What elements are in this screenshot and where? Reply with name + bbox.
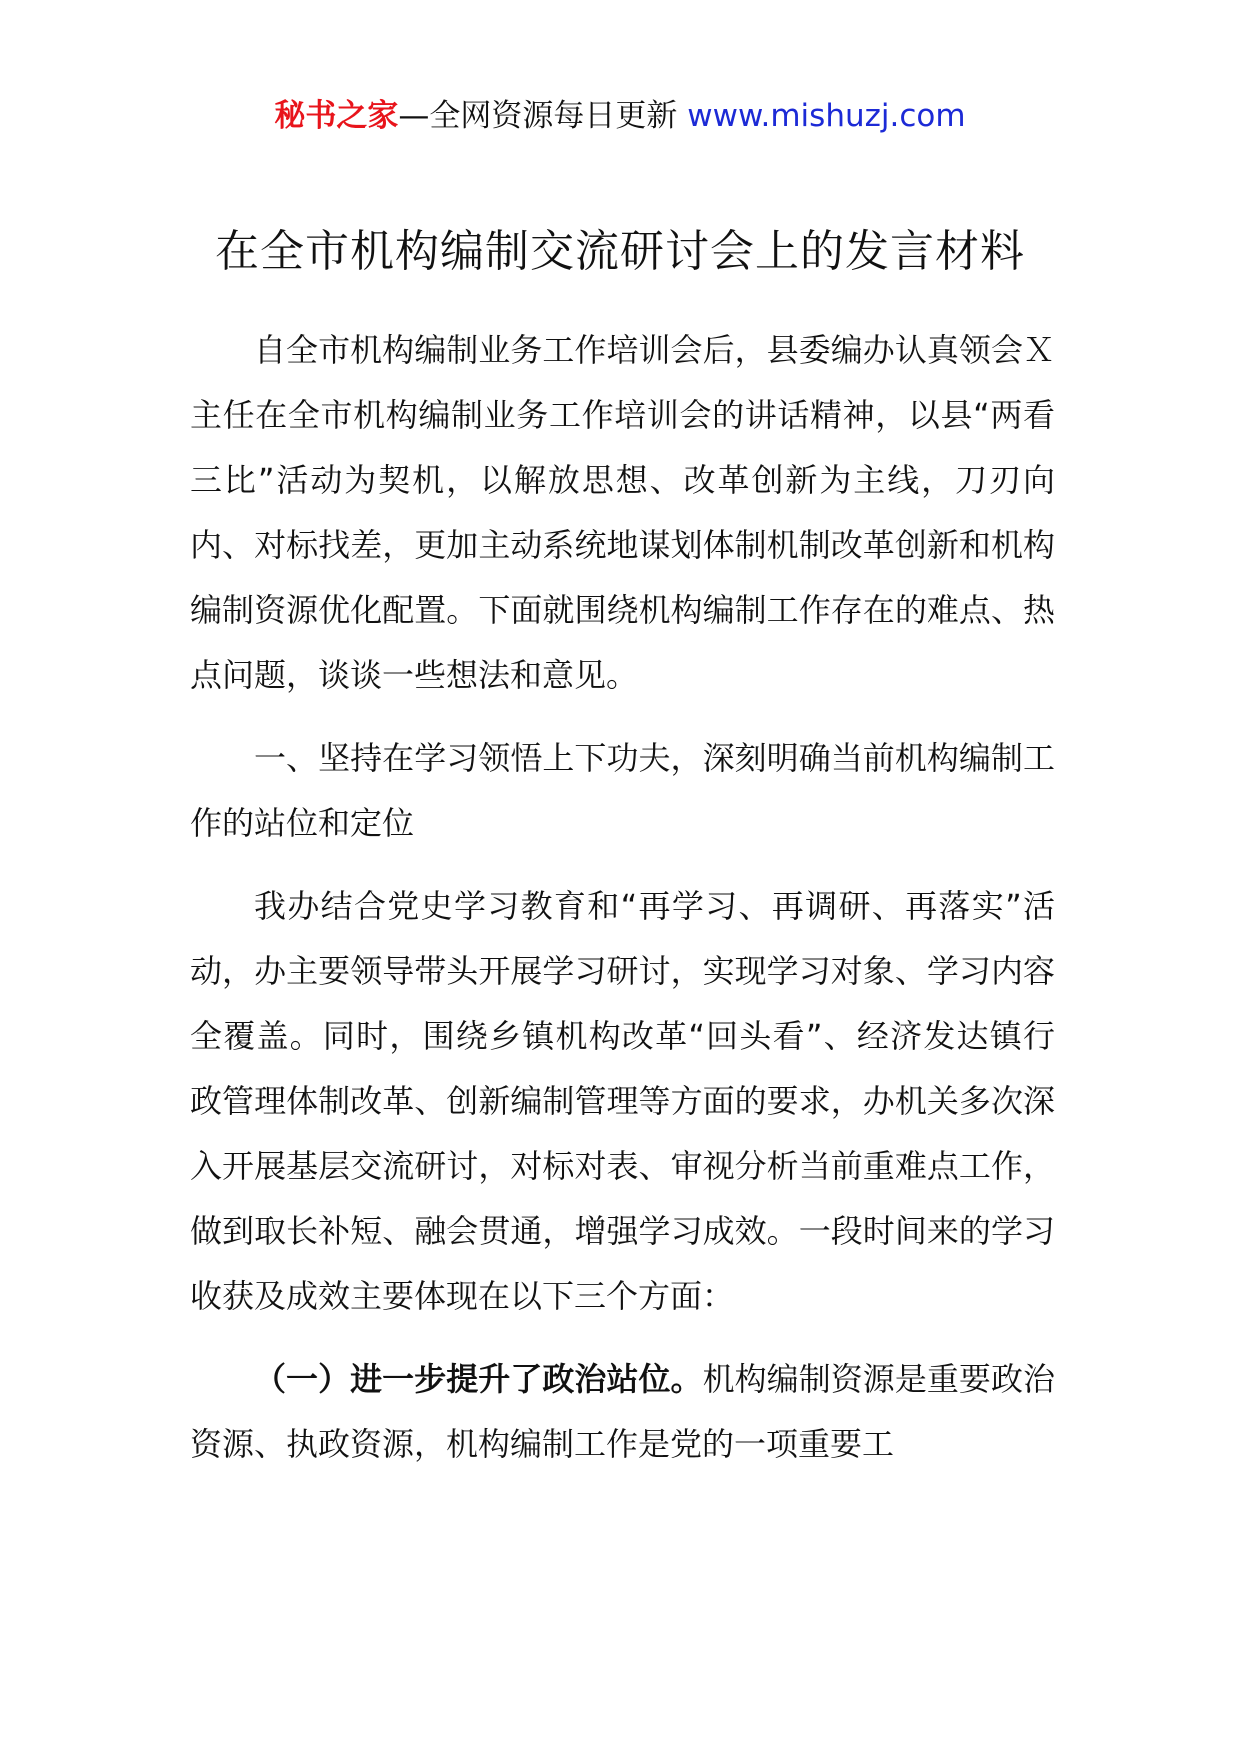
section-heading: 一、坚持在学习领悟上下功夫，深刻明确当前机构编制工作的站位和定位 (190, 739, 1055, 842)
subsection-heading: （一）进一步提升了政治站位。 (254, 1360, 703, 1398)
document-body (190, 318, 1055, 1495)
brand-name: 秘书之家 (274, 98, 399, 134)
body-paragraph: 我办结合党史学习教育和“再学习、再调研、再落实”活动，办主要领导带头开展学习研讨，实现学习对象、学习内容全覆盖。同时，围绕乡镇机构改革“回头看”、经济发达镇行政管理体制改革、创新编制管理等方面的要求，办机关多次深入开展基层交流研讨，对标对表、审视分析当前重难点工作，做到取长补短、融会贯通，增强学习成效。一段时间来的学习收获及成效主要体现在以下三个方面： (190, 887, 1055, 1315)
document-title: 在全市机构编制交流研讨会上的发言材料 (215, 226, 1025, 277)
intro-paragraph: 自全市机构编制业务工作培训会后，县委编办认真领会Ｘ主任在全市机构编制业务工作培训会的讲话精神，以县“两看三比”活动为契机，以解放思想、改革创新为主线，刀刃向内、对标找差，更加主动系统地谋划体制机制改革创新和机构编制资源优化配置。下面就围绕机构编制工作存在的难点、热点问题，谈谈一些想法和意见。 (190, 331, 1055, 694)
site-header (0, 96, 1240, 136)
subsection-text: 机构编制资源是重要政治资源、执政资源，机构编制工作是党的一项重要工 (190, 1360, 1055, 1463)
header-tagline: —全网资源每日更新 (398, 98, 688, 134)
subsection-paragraph (190, 1347, 1055, 1477)
site-url-link[interactable]: www.mishuzj.com (687, 98, 966, 134)
